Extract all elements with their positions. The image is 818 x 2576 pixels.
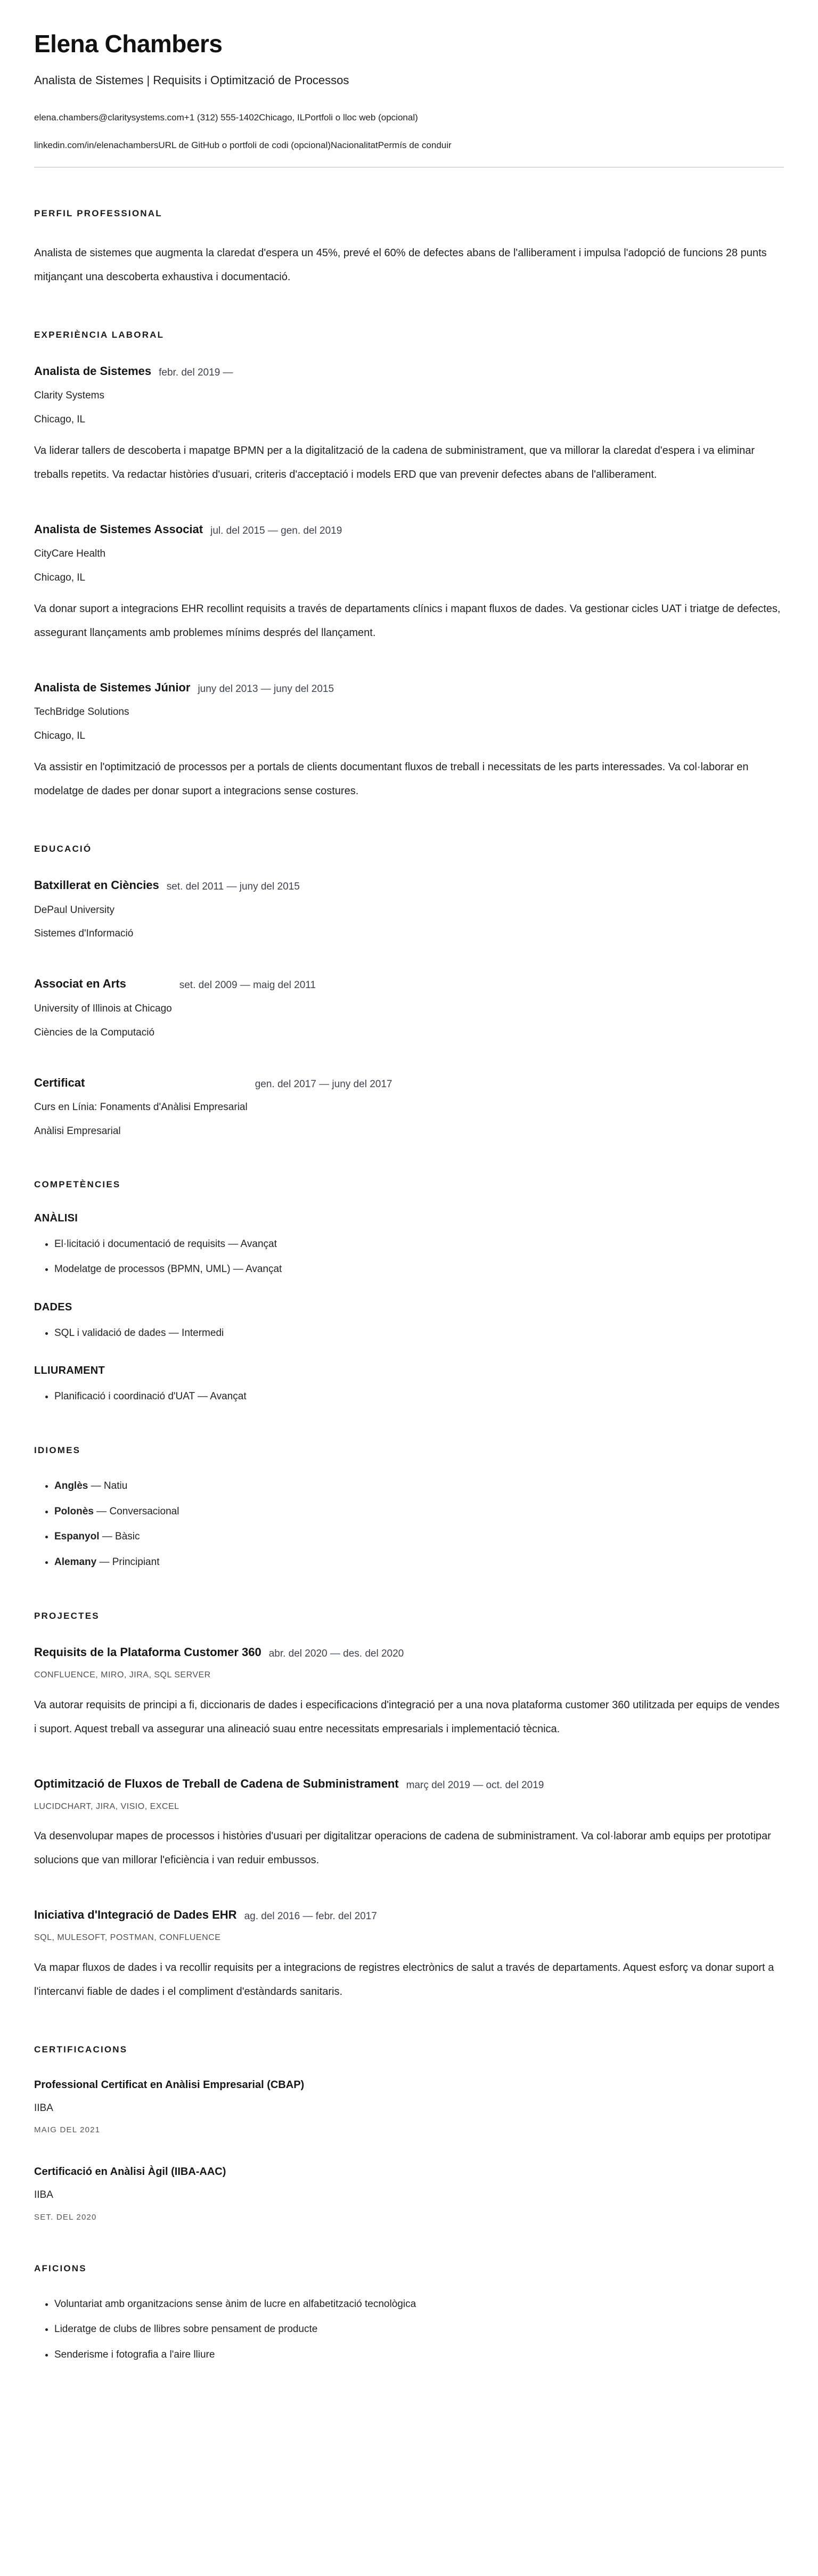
job-title: Analista de Sistemes Júnior bbox=[34, 681, 191, 695]
skill-group-title: LLIURAMENT bbox=[34, 1364, 105, 1376]
section-certifications bbox=[34, 2044, 784, 2223]
project-date-range: abr. del 2020 — des. del 2020 bbox=[268, 1648, 404, 1659]
project-title: Iniciativa d'Integració de Dades EHR bbox=[34, 1908, 237, 1922]
job-date-range: febr. del 2019 — bbox=[159, 366, 233, 378]
project-title: Requisits de la Plataforma Customer 360 bbox=[34, 1645, 261, 1659]
degree-title: Associat en Arts bbox=[34, 977, 126, 991]
profile-summary: Analista de sistemes que augmenta la claredat d'espera un 45%, prevé el 60% de defectes abans de l'alliberament i impulsa l'adopció de funcions 28 punts mitjançant una descoberta exhaustiva i documentació. bbox=[34, 247, 767, 283]
certification-title: Certificació en Anàlisi Àgil (IIBA-AAC) bbox=[34, 2166, 226, 2178]
education-date-range: set. del 2009 — maig del 2011 bbox=[179, 980, 316, 991]
section-heading-profile: PERFIL PROFESSIONAL bbox=[34, 208, 162, 218]
job-date-range: jul. del 2015 — gen. del 2019 bbox=[210, 525, 342, 536]
section-heading-skills: COMPETÈNCIES bbox=[34, 1179, 121, 1189]
section-heading-languages: IDIOMES bbox=[34, 1445, 81, 1456]
driving-license-label: Permís de conduir bbox=[378, 140, 452, 151]
project-tools: SQL, MULESOFT, POSTMAN, CONFLUENCE bbox=[34, 1933, 221, 1943]
job-date-range: juny del 2013 — juny del 2015 bbox=[198, 683, 334, 695]
hobby-item: • Lideratge de clubs de llibres sobre pensament de producte bbox=[54, 2321, 784, 2337]
language-item: • Espanyol — Bàsic bbox=[54, 1529, 784, 1545]
job-location: Chicago, IL bbox=[34, 572, 86, 584]
project-entry bbox=[34, 1775, 784, 1873]
field-of-study: Anàlisi Empresarial bbox=[34, 1125, 121, 1137]
section-heading-projects: PROJECTES bbox=[34, 1610, 100, 1621]
language-item: • Polonès — Conversacional bbox=[54, 1504, 784, 1520]
education-entry bbox=[34, 1074, 784, 1139]
section-education bbox=[34, 844, 784, 1139]
section-heading-education: EDUCACIÓ bbox=[34, 844, 92, 854]
job-entry bbox=[34, 363, 784, 487]
github-placeholder-text: URL de GitHub o portfoli de codi (opcional) bbox=[158, 140, 331, 151]
job-company: CityCare Health bbox=[34, 548, 106, 560]
job-description: Va donar suport a integracions EHR recollint requisits a través de departaments clínics i mapant fluxos de dades. Va gestionar cicles UAT i triatge de defectes, assegurant llançaments amb problemes mínims després del llançament. bbox=[34, 603, 781, 639]
skill-list bbox=[34, 1389, 784, 1405]
degree-title: Batxillerat en Ciències bbox=[34, 878, 159, 892]
section-skills bbox=[34, 1179, 784, 1405]
job-description: Va assistir en l'optimització de processos per a portals de clients documentant fluxos de treball i necessitats de les parts interessades. Va col·laborar en modelatge de dades per donar suport a integracions sense costures. bbox=[34, 761, 749, 797]
school-name: University of Illinois at Chicago bbox=[34, 1002, 172, 1014]
certification-date: MAIG DEL 2021 bbox=[34, 2125, 101, 2135]
skill-item: • Planificació i coordinació d'UAT — Avançat bbox=[54, 1389, 784, 1405]
header-divider bbox=[34, 167, 784, 168]
skill-item: • El·licitació i documentació de requisits — Avançat bbox=[54, 1236, 784, 1252]
section-heading-experience: EXPERIÈNCIA LABORAL bbox=[34, 329, 165, 340]
degree-title: Certificat bbox=[34, 1075, 85, 1089]
hobby-item: • Senderisme i fotografia a l'aire lliure bbox=[54, 2347, 784, 2363]
contact-row-1 bbox=[34, 111, 784, 125]
certification-date: SET. DEL 2020 bbox=[34, 2212, 97, 2222]
section-hobbies bbox=[34, 2263, 784, 2363]
job-entry bbox=[34, 521, 784, 645]
project-entry bbox=[34, 1906, 784, 2004]
location-text: Chicago, IL bbox=[259, 112, 305, 123]
phone-text: +1 (312) 555-1402 bbox=[184, 112, 259, 123]
section-languages bbox=[34, 1445, 784, 1570]
section-heading-hobbies: AFICIONS bbox=[34, 2263, 87, 2273]
language-list bbox=[34, 1478, 784, 1570]
job-entry bbox=[34, 679, 784, 803]
project-tools: LUCIDCHART, JIRA, VISIO, EXCEL bbox=[34, 1801, 179, 1811]
hobby-item: • Voluntariat amb organitzacions sense ànim de lucre en alfabetització tecnològica bbox=[54, 2296, 784, 2312]
project-description: Va mapar fluxos de dades i va recollir requisits per a integracions de registres electrònics de salut a través de departaments. Aquest esforç va donar suport a l'intercanvi fiable de dades i el compliment d'estàndards sanitaris. bbox=[34, 1961, 774, 1998]
section-profile bbox=[34, 208, 784, 289]
hobby-list bbox=[34, 2296, 784, 2363]
email-text: elena.chambers@claritysystems.com bbox=[34, 112, 184, 123]
project-title: Optimització de Fluxos de Treball de Cadena de Subministrament bbox=[34, 1776, 399, 1790]
skill-item: • Modelatge de processos (BPMN, UML) — Avançat bbox=[54, 1261, 784, 1277]
certification-issuer: IIBA bbox=[34, 2102, 53, 2114]
certification-issuer: IIBA bbox=[34, 2189, 53, 2201]
section-experience bbox=[34, 330, 784, 804]
education-date-range: set. del 2011 — juny del 2015 bbox=[166, 881, 300, 893]
nationality-label: Nacionalitat bbox=[330, 140, 378, 151]
job-description: Va liderar tallers de descoberta i mapatge BPMN per a la digitalització de la cadena de subministrament, que va millorar la claredat d'espera i va eliminar treballs repetits. Va redactar històries d'usuari, criteris d'acceptació i models ERD que van prevenir defectes abans de l'alliberament. bbox=[34, 444, 755, 480]
certification-entry bbox=[34, 2164, 784, 2223]
field-of-study: Sistemes d'Informació bbox=[34, 928, 134, 940]
project-date-range: ag. del 2016 — febr. del 2017 bbox=[244, 1911, 377, 1922]
education-entry bbox=[34, 975, 784, 1040]
project-description: Va desenvolupar mapes de processos i històries d'usuari per digitalitzar operacions de cadena de subministrament. Va col·laborar amb equips per prototipar solucions que van millorar l'eficiència i van reduir embussos. bbox=[34, 1830, 771, 1866]
job-location: Chicago, IL bbox=[34, 730, 86, 742]
skill-item: • SQL i validació de dades — Intermedi bbox=[54, 1325, 784, 1341]
portfolio-placeholder-text: Portfoli o lloc web (opcional) bbox=[305, 112, 418, 123]
project-description: Va autorar requisits de principi a fi, diccionaris de dades i especificacions d'integració per a una nova plataforma customer 360 utilitzada per equips de vendes i suport. Aquest treball va assegurar una alineació suau entre necessitats empresarials i implementació tècnica. bbox=[34, 1699, 780, 1735]
project-date-range: març del 2019 — oct. del 2019 bbox=[406, 1779, 544, 1791]
job-company: TechBridge Solutions bbox=[34, 706, 129, 718]
job-company: Clarity Systems bbox=[34, 390, 104, 401]
education-date-range: gen. del 2017 — juny del 2017 bbox=[255, 1078, 392, 1090]
school-name: Curs en Línia: Fonaments d'Anàlisi Empresarial bbox=[34, 1101, 248, 1113]
linkedin-text: linkedin.com/in/elenachambers bbox=[34, 140, 159, 151]
field-of-study: Ciències de la Computació bbox=[34, 1026, 155, 1038]
certification-entry bbox=[34, 2077, 784, 2136]
skill-list bbox=[34, 1236, 784, 1278]
job-title: Analista de Sistemes bbox=[34, 364, 152, 378]
section-projects bbox=[34, 1611, 784, 2004]
section-heading-certifications: CERTIFICACIONS bbox=[34, 2044, 128, 2055]
project-entry bbox=[34, 1644, 784, 1741]
page-title: Elena Chambers bbox=[34, 30, 223, 58]
language-item: • Anglès — Natiu bbox=[54, 1478, 784, 1494]
job-location: Chicago, IL bbox=[34, 413, 86, 425]
language-item: • Alemany — Principiant bbox=[54, 1554, 784, 1570]
job-title: Analista de Sistemes Associat bbox=[34, 522, 203, 536]
skill-list bbox=[34, 1325, 784, 1341]
certification-title: Professional Certificat en Anàlisi Empresarial (CBAP) bbox=[34, 2078, 305, 2091]
contact-row-2 bbox=[34, 139, 784, 152]
skill-group-title: DADES bbox=[34, 1301, 72, 1313]
skill-group-title: ANÀLISI bbox=[34, 1212, 78, 1224]
school-name: DePaul University bbox=[34, 904, 114, 916]
headline: Analista de Sistemes | Requisits i Optimització de Processos bbox=[34, 73, 349, 87]
resume-header bbox=[34, 30, 784, 168]
education-entry bbox=[34, 877, 784, 941]
project-tools: CONFLUENCE, MIRO, JIRA, SQL SERVER bbox=[34, 1670, 211, 1680]
